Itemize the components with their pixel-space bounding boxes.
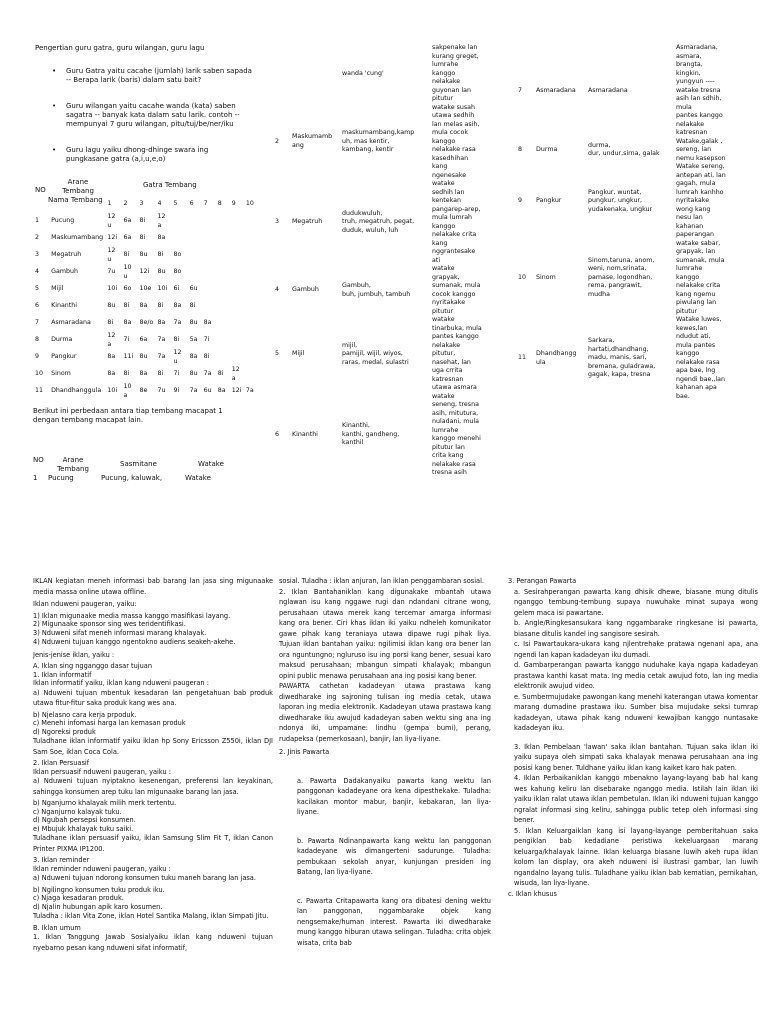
perangan-heading: 3. Perangan Pawarta [508,577,577,585]
perangan-column-right [508,576,758,1022]
perangan-sumber: e. Sumbermujudake pawongan kang menehi katerangan utawa komentar marang dumadine prastawa iku. Sumber bisa mujudake seksi tumrap kadadeyan, utawa pihak kang nduweni kewajiban kanggo nuntasake kadadeyan iku. [514,692,758,732]
col-2: 2 [123,200,128,208]
col-5: 5 [173,200,178,208]
watak-middle-row [275,393,490,478]
watak-right-row [518,44,758,138]
watak-right-row-sasmita: Sinom,taruna, anom, weni, nom,srinata, pamase, logondhan, rema, pangrawit, mudha [588,256,655,298]
watak-middle-row [275,104,490,181]
gatra-cell: 7i [203,336,210,344]
iklan-line: Iklan informatif yaiku, iklan kang nduweni paugeran : [33,679,209,687]
gatra-cell: 8i [123,251,130,259]
gatra-cell [230,281,244,298]
watak-middle-row-sasmita: dudukwuluh, truh, megatruh, pegat, duduk, wuluh, luh [342,209,415,234]
watak-right-row-no: 7 [518,86,523,94]
gatra-cell: 12i [231,387,242,395]
watak-middle-row-watak: watake seneng, tresna asih, mitutura, nuladani, mula lumrahe kanggo menehi pitutur lan crita kang nelakake rasa tresna asih [432,392,481,476]
bullet-guru-lagu: • Guru lagu yaiku dhong-dhinge swara ing pungkasane gatra (a,i,u,e,o) [52,146,252,164]
iklan-line: 1. Iklan informatif [33,670,92,679]
gatra-cell: 12 u [173,349,182,365]
bullet-guru-wilangan: • Guru wilangan yaitu cacahe wanda (kata) saben sagatra -- banyak kata dalam satu larik. contoh -- mempunyai 7 guru wilangan, pitu/tuj/be/ner/iku [52,102,252,129]
watak-right-row-name: Sinom [536,273,556,281]
gatra-cell: 12 u [107,213,116,229]
watak-middle-row-watak: watake tinarbuka, mula pantes kanggo nelakake pitutur, nasehat, lan uga crrita katresnan utawa asmara [432,316,482,391]
gatra-row-no: 9 [35,353,40,361]
col-1: 1 [107,200,112,208]
gatra-cell: 8i [139,217,146,225]
gatra-row-no: 3 [35,251,40,259]
gatra-cell: 8i [217,370,224,378]
watak-right-row-no: 11 [518,354,527,362]
iklan-column-left [33,576,273,1022]
gatra-cell [230,332,244,349]
gatra-row-name: Dhandhanggula [51,387,102,395]
pawarta-crita: c. Pawarta Critapawarta kang ora dibatesi dening wektu lan panggonan, nggambarake objek kang nengsemake/human interest. Pawarta iki diwedharake mung kanggo hiburan utawa selingan. Tuladha: crita objek wisata, crita bab [297,896,491,947]
gatra-cell: 8a [139,302,148,310]
gatra-cell: 8u [157,268,166,276]
gatra-cell: 8i [157,370,164,378]
watak-right-row [518,240,758,317]
gatra-cell: 8a [157,319,166,327]
iklan-line: 3) Nduweni sifat meneh informasi marang khalayak. [33,628,207,637]
gatra-cell [188,264,202,281]
iklan-line: Jenis-jenise iklan, yaiku : [33,650,115,659]
gatra-cell: 10i [107,285,118,293]
gatra-cell [216,230,230,247]
gatra-cell [244,230,258,247]
watake-head-sasmitane: Sasmitane [120,460,157,468]
col-8: 8 [217,200,222,208]
watak-right-row-no: 10 [518,273,527,281]
watak-middle-row-name: Megatruh [292,218,323,226]
gatra-cell [244,315,258,332]
watake-row1-sasmita: Pucung, kaluwak, [101,474,163,482]
gatra-row-name: Pucung [51,217,75,225]
gatra-cell: 8u [139,353,148,361]
gatra-cell [216,247,230,264]
iklan-line: b) Ngilingno konsumen tuku produk iku. [33,885,165,894]
gatra-cell: 5a [189,336,198,344]
gatra-cell [244,264,258,281]
col-4: 4 [157,200,162,208]
bullet-guru-gatra: • Guru Gatra yaitu cacahe (jumlah) larik saben sapada -- Berapa larik (baris) dalam satu bait? [52,67,252,85]
gatra-cell: 6i [173,285,180,293]
watak-middle-row-name: Mijil [292,350,305,357]
gatra-row-name: Maskumambang [51,234,104,242]
gatra-cell: 7i [173,370,180,378]
gatra-cell [230,349,244,366]
col-6: 6 [189,200,194,208]
watake-head-no: NO [33,456,44,464]
watak-middle-row-no [275,44,292,104]
watak-middle-row-no: 2 [275,137,280,145]
gatra-cell [216,281,230,298]
watak-right-row-watak: Watake,galak , sereng, lan nemu kasepson [676,137,726,162]
gatra-row-name: Sinom [51,370,71,378]
gatra-cell: 8a [139,370,148,378]
gatra-cell: 8i [189,302,196,310]
gatra-cell: 8i [157,302,164,310]
gatra-cell: 8a [173,302,182,310]
gatra-cell: 8a [157,234,166,242]
gatra-cell [188,213,202,230]
watak-middle-row [275,316,490,393]
gatra-cell: 7u [107,268,116,276]
gatra-head-nama: Nama Tembang [48,196,103,204]
iklan-line: b) Njelasno cara kerja prpoduk. [33,710,137,719]
gatra-cell: 8a [123,319,132,327]
watak-middle-row-name: Gambuh [292,286,319,294]
gatra-cell: 7i [123,336,130,344]
gatra-row [33,332,258,349]
gatra-cell [230,213,244,230]
gatra-cell: 10e [139,285,152,293]
watak-table-middle [275,44,490,478]
gatra-row-name: Mijil [51,285,64,293]
gatra-row-no: 2 [35,234,40,242]
gatra-row-name: Durma [51,336,73,344]
gatra-cell [172,213,188,230]
gatra-row-no: 7 [35,319,40,327]
iklan-line: a) Nduweni tujuan ndorong konsumen tuku maneh barang lan jasa. [33,874,256,882]
watak-right-row-no: 9 [518,197,523,204]
gatra-head-no: NO [35,186,46,194]
gatra-cell: 12i [107,234,118,242]
watak-right-row-sasmita: Sarkara, hartati,dhandhang, madu, manis, sari, bremana, guladrawa, gagak, kapa, tresna [588,337,656,379]
iklan-perbaikan: 4. Iklan Perbaikaniklan kanggo mbenakno layang-layang bab hal kang wes kahung keliru lan disebarake nganggo media. Istilah lain iklan iki yaiku iklan ralat utawa iklan pembetulan. Iklan iki nduweni tujuan kanggo ngralat informasi sing keliru, sahingga public tetep oleh informasi sing bener. [514,774,758,824]
gatra-cell: 10 u [123,264,132,280]
gatra-cell: 12 a [231,366,240,382]
gatra-cell: 6o [123,285,132,293]
gatra-cell: 8i [123,370,130,378]
gatra-cell: 8e [139,387,148,395]
gatra-row [33,247,258,264]
gatra-row-no: 11 [35,387,44,395]
gatra-cell [188,247,202,264]
guru-bullets [52,67,252,181]
gatra-cell: 10 a [123,383,132,399]
gatra-row-name: Gambuh [51,268,78,276]
gatra-cell: 6u [203,387,212,395]
gatra-cell [202,298,216,315]
iklan-line: c) Nganjurno kalayak tuku. [33,807,122,816]
gatra-cell: 7a [157,353,166,361]
gatra-cell: 8u [139,251,148,259]
iklan-line: Tuladhane iklan informatif yaiku iklan hp Sony Ericsson Z550i, iklan DJI Sam Soe, iklan Coca Cola. [33,737,273,756]
watak-middle-row-sasmita: Gambuh, buh, jumbuh, tambuh [342,282,411,298]
watak-right-row-name: Dhandhangg ula [536,350,577,366]
iklan-line: c) Menehi infomasi harga lan kemasan produk [33,719,186,727]
watake-head-arane: Arane Tembang [57,456,89,473]
gatra-cell: 6u [189,285,198,293]
watak-right-row-watak: watake sabar, grapyak, lan sumanak, mula lumrahe kanggo nelakake crita kang ngemu piwulang lan pitutur [676,239,725,315]
watak-right-row-watak: Watake sereng, antepan ati, lan gagah, mula lumrah kanhho nyritakake wong kang nesu lan kahanan paperangan [676,163,726,238]
watak-right-row-watak: Asmaradana, asmara, brangta, kingkin, yungyun ---- watake tresna asih lan sdhih, mula pantes kanggo nelakake katresnan [676,44,723,136]
watak-middle-row-name [292,44,342,104]
iklan-line: Tuladha : iklan Vita Zone, iklan Hotel Santika Malang, iklan Simpati Jitu. [33,912,269,920]
col-9: 9 [231,200,236,208]
iklan-line: B. Iklan umum [33,923,81,932]
gatra-cell: 7a [157,336,166,344]
gatra-cell: 12 u [107,247,116,263]
gatra-cell: 8o [173,251,182,259]
gatra-row [33,230,258,247]
gatra-row [33,264,258,281]
gatra-cell [230,315,244,332]
iklan-line: 3. Iklan reminder [33,856,90,864]
guru-title: Pengertian guru gatra, guru wilangan, guru lagu [35,44,205,52]
watak-middle-row [275,180,490,265]
iklan-line: c) Njaga kesadaran produk. [33,894,124,902]
gatra-cell [230,230,244,247]
gatra-cell: 8u [189,319,198,327]
gatra-row-name: Megatruh [51,251,82,259]
iklan-line: 2) Migunaake sponsor sing wes teridentifikasi. [33,620,186,628]
gatra-cell [244,281,258,298]
gatra-cell: 7a [189,387,198,395]
watak-middle-row-name: Kinanthi [292,430,318,438]
watak-middle-row-sasmita: Kinanthi, kanthi, gandheng, kanthil [342,422,400,447]
pawarta-column-middle [279,576,491,1022]
gatra-cell [216,264,230,281]
col-7: 7 [203,200,208,208]
iklan-line: b) Nganjurno khalayak milih merk tertentu. [33,799,177,807]
iklan-line: d) Ngoreksi produk [33,727,96,736]
iklan-line: Tuladhane iklan persuasif yaiku, iklan Samsung Slim Fit T, iklan Canon Printer PIXMA IP1200. [33,834,273,853]
watak-middle-row [275,44,490,104]
gatra-row [33,349,258,366]
iklan-keluarga: 5. Iklan Keluargaiklan kang isi layang-layange pemberitahuan saka pengiklan bab kedadiane peristiwa kekeluargaan marang keluarga/khalayak lainne. Iklan keluarga biasane luwih akeh rupa iklan kolom lan display, ora akeh nduweni isi ilustrasi gambar, lan luwih ngandalno layang tulis. Tuladhane yaiku iklan bab kematian, pernikahan, wisuda, lan liya-liyane. [514,826,758,887]
gatra-cell: 8i [157,251,164,259]
gatra-row-no: 10 [35,370,44,378]
iklan-line: Iklan persuasif nduweni paugeran, yaiku : [33,767,171,776]
perangan-isi: c. Isi Pawartaukara-ukara kang njlentrehake pratawa ngenani apa, ana ngendi lan kapan kadadeyan iku dumadi. [514,640,758,659]
gatra-row [33,366,258,383]
gatra-cell: 8a [107,370,116,378]
iklan-line: 2. Iklan Persuasif [33,759,90,767]
gatra-row [33,383,258,400]
iklan-line: d) Njalin hubungan apik karo kosumen. [33,902,163,911]
watak-right-row-sasmita: Asmaradana [588,86,628,94]
gatra-cell [216,332,230,349]
watake-row1-watake: Watake [185,474,211,482]
watake-row1-name: Pucung [48,474,74,482]
watak-middle-row-sasmita: wanda 'cung' [342,69,384,77]
iklan-line: A. Iklan sing ngganggo dasar tujuan [33,662,152,670]
gatra-cell [202,247,216,264]
gatra-cell: 10i [157,285,168,293]
gatra-row [33,281,258,298]
gatra-cell [216,213,230,230]
gatra-cell: 7a [203,370,212,378]
watak-table-right [518,44,758,401]
gatra-cell [188,230,202,247]
gatra-cell [244,213,258,230]
gatra-row-no: 1 [35,217,40,225]
gatra-cell: 11i [123,353,134,361]
iklan-line: a) Nduweni tujuan nyiptakno kesenengan, preferensi lan keyakinan, sahingga konsumen arep tuku lan migunaake barang lan jasa. [33,777,273,796]
gatra-cell: 8a [107,353,116,361]
gatra-cell [216,315,230,332]
iklan-line: Iklan nduweni paugeran, yaiku: [33,600,137,608]
gatra-cell [244,349,258,366]
gatra-row-name: Pangkur [51,353,77,361]
perangan-gambar: d. Gambarperangan pawarta kanggo nuduhake kaya ngapa kadadeyan prastawa kanthi kasat mata. Ing media cetak awujud foto, lan ing media elektronik awujud video. [514,661,758,690]
gatra-cell: 8e/o [139,319,154,327]
gatra-cell: 7a [245,387,254,395]
gatra-table [33,196,258,400]
gatra-cell: 8i [123,302,130,310]
gatra-cell: 9i [173,387,180,395]
iklan-line: a) Nduweni tujuan mbentuk kesadaran lan pengetahuan bab produk utawa fitur-fitur saka produk kang wes ana. [33,688,273,707]
watake-row1-no: 1 [33,474,38,482]
watake-head-watake: Watake [198,460,224,468]
gatra-cell: 10i [107,387,118,395]
watak-right-row-watak: Watake luwes, kewes,lan ndudut ati, mula pantes kanggo nelakake rasa apa bae, lng ngendi bae,,lan kahanan apa bae. [676,316,725,400]
iklan-line: IKLAN kegiatan meneh informasi bab barang lan jasa sing migunaake media massa online utawa offline. [33,577,273,596]
gatra-cell: 6a [123,217,132,225]
gatra-cell: 8o [173,268,182,276]
iklan-pembelaan: 3. Iklan Pembelaan 'lawan' saka iklan bantahan. Tujuan saka iklan iki yaiku supaya oleh simpati saka khalayak menawa perusahaan ana ing posisi kang bener. Tuldhane yaiku iklan kang kaiket karo hak paten. [514,742,758,772]
watak-right-row [518,316,758,401]
gatra-cell [202,281,216,298]
gatra-cell: 8a [217,387,226,395]
watak-middle-row-no: 6 [275,430,280,438]
gatra-cell [230,298,244,315]
watak-middle-row-watak: sakpenake lan kurang greget, lumrahe kanggo nelakake guyonan lan pitutur [432,44,479,102]
watak-middle-row-sasmita: mijil, pamijil, wijil, wiyos, raras, medal, sulastri [342,341,409,366]
watak-right-row [518,138,758,164]
iklan-line: 4) Nduweni tujuan kanggo ngentokno audiens seakeh-akehe. [33,638,236,646]
gatra-row-no: 4 [35,268,40,276]
gatra-cell: 8u [189,370,198,378]
gatra-cell [172,230,188,247]
watak-middle-row-name: Maskumamb ang [292,133,333,149]
watak-right-row-no: 8 [518,146,523,153]
watak-middle-row [275,265,490,316]
gatra-cell: 12 a [107,332,116,348]
watak-right-row-sasmita: durma, dur, undur,sirna, galak [588,141,660,158]
gatra-cell [244,366,258,383]
watak-middle-row-no: 4 [275,286,280,294]
gatra-row [33,315,258,332]
gatra-cell: 12i [139,268,150,276]
perbedaan-text: Berikut ini perbedaan antara tiap tembang macapat 1 dengan tembang macapat lain. [33,407,223,424]
gatra-cell: 8a [203,319,212,327]
gatra-row [33,298,258,315]
gatra-cell: 12 a [157,213,166,229]
jinis-pawarta-heading: 2. Jinis Pawarta [279,748,330,756]
perangan-sesirah: a. Sesirahperangan pawarta kang dhisik dhewe, biasane mung ditulis nganggo tembung-tembung supaya nuwuhake minat supaya wong gelem maca isi pawartane. [514,587,758,617]
watak-middle-row-no: 3 [275,218,280,226]
gatra-row [33,213,258,230]
gatra-cell: 8i [107,319,114,327]
watak-right-row [518,163,758,240]
gatra-cell [202,230,216,247]
pawarta-definition: PAWARTA cathetan kadadeyan utawa prastawa kang diwedharake ing sajroning tulisan ing media cetak, utawa laporan ing media elektronik. Kadadeyan utawa prastawa kang diwedharake iku awujud kadadeyan saben wektu sing ana ing ndonya iki, umpamane: lindhu (gempa bumi), perang, rudapeksa (pemerkosaan), banjir, lan liya-liyane. [279,682,491,743]
gatra-cell [244,247,258,264]
gatra-cell: 6a [123,234,132,242]
gatra-cell: 8i [173,336,180,344]
gatra-cell [216,349,230,366]
iklan-line: e) Mbujuk khalayak tuku saiki. [33,824,134,833]
bantahan-intro: sosial. Tuladha : iklan anjuran, lan iklan penggambaran sosial. [279,577,485,585]
watak-right-row-name: Pangkur [536,197,562,204]
gatra-head-gatra: Gatra Tembang [143,181,197,189]
watak-middle-row-watak: watake sedhih lan kentekan pangarep-arep, mula lumrah kanggo nelakake crita kang nggrantesake ati [432,180,481,264]
gatra-cell [202,264,216,281]
gatra-cell: 7u [157,387,166,395]
gatra-head-arane: Arane Tembang [62,178,94,195]
watak-middle-row-sasmita: maskumambang,kamp uh, mas kentir, kambang, kentir [342,129,415,153]
gatra-cell: 8u [107,302,116,310]
gatra-row-name: Kinanthi [51,302,78,310]
iklan-line: 1) Iklan migunaake media massa kanggo masifikasi layang. [33,611,231,620]
watak-right-row-sasmita: Pangkur, wuntat, pungkur, ungkur, yudakenaka, ungkur [588,188,653,213]
watak-middle-row-watak: watake susah utawa sedhih lan melas asih, mula cocok kanggo nelakake rasa kasedhihan kang ngenesake [432,103,480,179]
gatra-cell [216,298,230,315]
iklan-khusus: c. Iklan khusus [508,889,557,898]
iklan-line: d) Ngubah persepsi konsumen. [33,816,136,824]
gatra-cell: 7a [173,319,182,327]
gatra-cell: 8i [139,234,146,242]
col-10: 10 [245,200,254,208]
iklan-line: Iklan reminder nduweni paugeran, yaiku : [33,864,171,873]
pawarta-dadakan: a. Pawarta Dadakanyaiku pawarta kang wektu lan panggonan kadadeyane ora kena dipesthekake. Tuladha: kacilakan montor mabur, banjir, kebakaran, lan liya-liyane. [297,776,491,816]
perangan-angle: b. Angle/Ringkesansukara kang nggambarake ringkesane isi pawarta, biasane ditulis kandel ing sangisore sesirah. [514,619,758,638]
gatra-row-no: 8 [35,336,40,344]
col-3: 3 [139,200,144,208]
watak-right-row-name: Asmaradana [536,86,576,94]
gatra-row-no: 5 [35,285,40,293]
gatra-cell [230,264,244,281]
iklan-line: 1. Iklan Tanggung Jawab Sosialyaiku iklan kang nduweni tujuan nyebarno pesan kang nduweni sifat informatif, [33,933,273,952]
gatra-cell [230,247,244,264]
gatra-cell [244,332,258,349]
gatra-row-name: Asmaradana [51,319,91,327]
watak-middle-row-no: 5 [275,350,280,357]
watak-middle-row-watak: watake grapyak, sumanak, mula cocok kanggo nyritakake pitutur [432,265,481,315]
watak-right-row-name: Durma [536,146,558,153]
pawarta-ndinan: b. Pawarta Ndinanpawarta kang wektu lan panggonan kadadeyane wis dimangerteni sadurunge. Tuladha: pembukaan sekolah anyar, kunjungan presiden ing Batang, lan liya-liyane. [297,836,491,876]
gatra-cell: 8a [189,353,198,361]
gatra-cell [244,298,258,315]
gatra-cell: 6a [139,336,148,344]
gatra-cell: 8i [203,353,210,361]
gatra-cell [202,213,216,230]
gatra-row-no: 6 [35,302,40,310]
iklan-bantahan: 2. Iklan Bantahaniklan kang digunakake mbantah utawa nglawan isu kang nggawe rugi dan ndandani citrane wong, perusahaan utawa merek kang tercemar amarga informasi kang ora bener. Ciri khas iklan iki yaiku ndheleh komunikator gawe pihak kang teraniaya utawa dipawe rugi pihak liya. Tujuan iklan bantahan yaiku: ngilimisi iklan kang ora bener lan ora nguntungno; ngluruso isu ing porsi kang bener, sesuai karo maksud perusahaan; mbangun simpati khalayak; mbangun opini public menawa perusahaan ana ing posisi kang bener. [279,587,491,680]
